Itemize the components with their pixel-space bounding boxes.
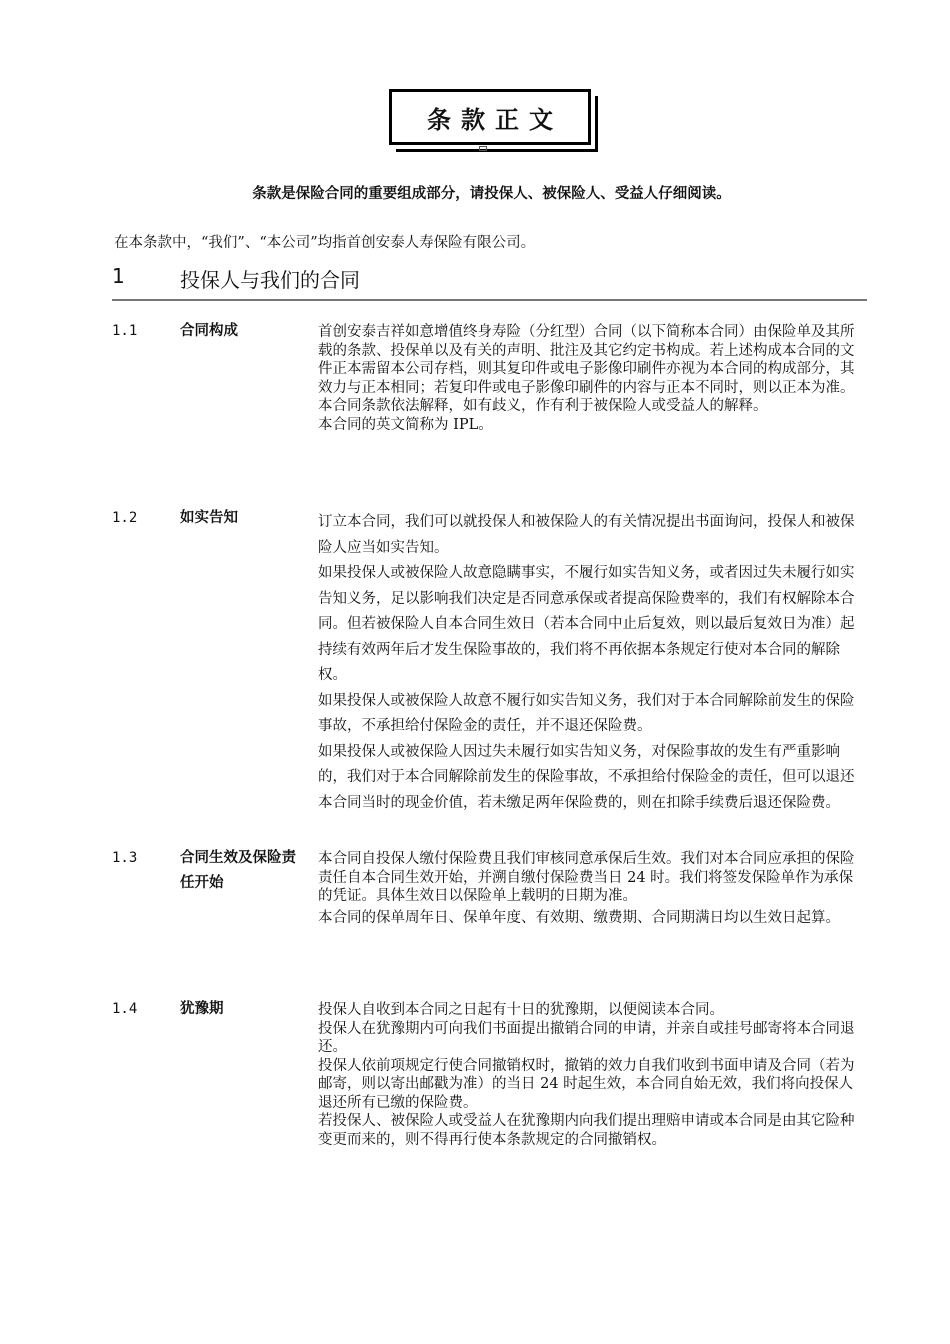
section-body: [318, 1001, 863, 1149]
paragraph: 若投保人、被保险人或受益人在犹豫期内向我们提出理赔申请或本合同是由其它险种变更而来的，则不得再行使本条款规定的合同撤销权。: [318, 1113, 855, 1148]
intro-definition: 在本条款中，“我们”、“本公司”均指首创安泰人寿保险有限公司。: [114, 235, 536, 251]
paragraph: 投保人自收到本合同之日起有十日的犹豫期，以便阅读本合同。: [318, 1002, 724, 1018]
section-number: 1.1: [112, 323, 138, 339]
paragraph: 如果投保人或被保险人因过失未履行如实告知义务，对保险事故的发生有严重影响的，我们对于本合同解除前发生的保险事故，不承担给付保险金的责任，但可以退还本合同当时的现金价值，若未缴足两年保险费的，则在扣除手续费后退还保险费。: [318, 743, 855, 811]
paragraph: 本合同自投保人缴付保险费且我们审核同意承保后生效。我们对本合同应承担的保险责任自本合同生效开始，并溯自缴付保险费当日 24 时。我们将签发保险单作为承保的凭证。具体生效日以保险单上载明的日期为准。: [318, 851, 855, 904]
section-title: 犹豫期: [180, 1001, 224, 1017]
section-title: 合同生效及保险责任开始: [180, 850, 296, 891]
section-title: 如实告知: [180, 510, 238, 526]
reading-notice: 条款是保险合同的重要组成部分，请投保人、被保险人、受益人仔细阅读。: [252, 186, 731, 202]
chapter-heading: [112, 264, 867, 298]
paragraph: 本合同的英文简称为 IPL。: [318, 416, 493, 433]
section-body: [318, 323, 863, 434]
paragraph: 投保人在犹豫期内可向我们书面提出撤销合同的申请，并亲自或挂号邮寄将本合同退还。: [318, 1020, 855, 1055]
paragraph: 订立本合同，我们可以就投保人和被保险人的有关情况提出书面询问，投保人和被保险人应当如实告知。: [318, 514, 855, 556]
paragraph: 如果投保人或被保险人故意不履行如实告知义务，我们对于本合同解除前发生的保险事故，不承担给付保险金的责任，并不退还保险费。: [318, 692, 855, 734]
section-body: [318, 510, 863, 816]
paragraph: 首创安泰吉祥如意增值终身寿险（分红型）合同（以下简称本合同）由保险单及其所载的条款、投保单以及有关的声明、批注及其它约定书构成。若上述构成本合同的文件正本需留本公司存档，则其复印件或电子影像印刷件亦视为本合同的构成部分，其效力与正本相同；若复印件或电子影像印刷件的内容与正本不同时，则以正本为准。: [318, 324, 855, 396]
section-number: 1.4: [112, 1001, 138, 1017]
section-number: 1.2: [112, 510, 138, 526]
paragraph: 本合同条款依法解释，如有歧义，作有利于被保险人或受益人的解释。: [318, 398, 768, 414]
paragraph: 本合同的保单周年日、保单年度、有效期、缴费期、合同期满日均以生效日起算。: [318, 909, 840, 926]
paragraph: 如果投保人或被保险人故意隐瞒事实，不履行如实告知义务，或者因过失未履行如实告知义务，足以影响我们决定是否同意承保或者提高保险费率的，我们有权解除本合同。但若被保险人自本合同生效日（若本合同中止后复效，则以最后复效日为准）起持续有效两年后才发生保险事故的，我们将不再依据本条规定行使对本合同的解除权。: [318, 565, 855, 683]
chapter-title: 投保人与我们的合同: [180, 268, 360, 292]
paragraph: 投保人依前项规定行使合同撤销权时，撤销的效力自我们收到书面申请及合同（若为邮寄，则以寄出邮戳为准）的当日 24 时起生效，本合同自始无效，我们将向投保人退还所有已缴的保险费。: [318, 1057, 855, 1111]
chapter-divider: [112, 299, 867, 301]
section-title: 合同构成: [180, 323, 238, 339]
section-body: [318, 850, 863, 930]
chapter-number: 1: [112, 264, 125, 288]
section-number: 1.3: [112, 850, 138, 866]
document-title: 条款正文: [389, 89, 591, 145]
paragraph-mark-icon: [479, 146, 487, 151]
